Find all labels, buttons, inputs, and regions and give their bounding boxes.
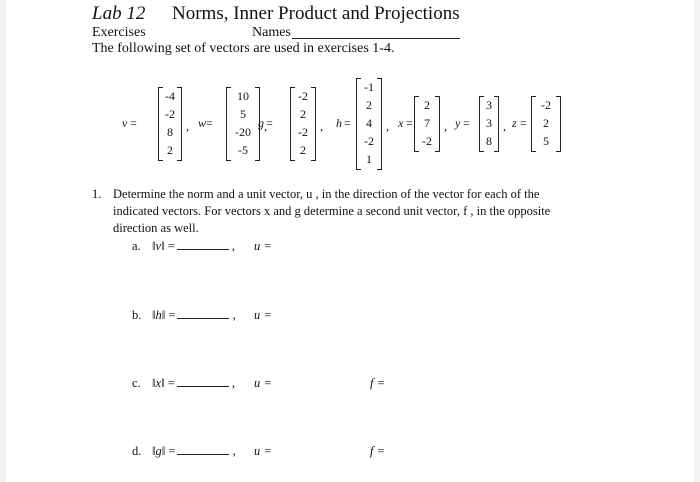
- norm-answer-blank[interactable]: [177, 386, 229, 387]
- norm-vector-name: h: [155, 308, 162, 322]
- norm-bars: ‖: [152, 239, 156, 253]
- vector-name: w: [198, 116, 207, 130]
- opposite-unit-vector-label: f =: [370, 376, 386, 390]
- vector-component: 3: [486, 98, 492, 112]
- column-matrix: [414, 96, 440, 152]
- vector-component: -20: [235, 125, 251, 139]
- intro-text: The following set of vectors are used in exercises 1-4.: [92, 41, 395, 56]
- vector-component: 1: [366, 152, 372, 166]
- norm-vector-name: v: [155, 239, 162, 253]
- vector-component: 10: [237, 89, 249, 103]
- vector-component: -2: [422, 134, 432, 148]
- separator-comma: ,: [264, 119, 267, 133]
- part-label: b.: [132, 308, 142, 322]
- column-matrix: [158, 87, 182, 161]
- equals-sign: =: [130, 116, 137, 130]
- norm-vector-name: g: [155, 444, 162, 458]
- vector-name: x: [398, 116, 404, 130]
- question-number: 1.: [92, 187, 102, 201]
- part-label: d.: [132, 444, 142, 458]
- vector-component: 7: [424, 116, 430, 130]
- vector-component: 2: [300, 143, 306, 157]
- norm-bars: ‖: [152, 376, 156, 390]
- separator-comma: ,: [228, 376, 236, 390]
- vector-component: -1: [364, 80, 374, 94]
- lab-number: Lab 12: [92, 3, 146, 24]
- vector-component: 2: [424, 98, 430, 112]
- equals-sign: =: [520, 116, 527, 130]
- separator-comma: ,: [229, 308, 236, 322]
- column-matrix: [290, 87, 316, 161]
- norm-expression: [152, 308, 236, 323]
- norm-bars-equals: ‖ =: [161, 376, 175, 390]
- vector-component: 5: [543, 134, 549, 148]
- equals-sign: =: [266, 116, 273, 130]
- separator-comma: ,: [229, 444, 236, 458]
- norm-vector-name: x: [155, 376, 162, 390]
- part-label: a.: [132, 239, 141, 253]
- page-title: Norms, Inner Product and Projections: [172, 3, 460, 24]
- unit-vector-label: u =: [254, 308, 272, 322]
- separator-comma: ,: [386, 119, 389, 133]
- part-label: c.: [132, 376, 141, 390]
- norm-expression: [152, 444, 236, 459]
- vector-component: -5: [238, 143, 248, 157]
- norm-bars-equals: ‖ =: [161, 239, 175, 253]
- vector-name: h: [336, 116, 342, 130]
- vector-component: 2: [366, 98, 372, 112]
- vector-component: 5: [240, 107, 246, 121]
- norm-bars-equals: ‖ =: [161, 444, 176, 458]
- separator-comma: ,: [320, 119, 323, 133]
- unit-vector-label: u =: [254, 376, 272, 390]
- vector-component: 4: [366, 116, 372, 130]
- column-matrix: [226, 87, 260, 161]
- vector-component: -4: [165, 89, 175, 103]
- vector-name: g: [258, 116, 264, 130]
- question-line-3: direction as well.: [113, 221, 199, 235]
- question-line-2: indicated vectors. For vectors x and g determine a second unit vector, f , in the opposite: [113, 204, 551, 218]
- vector-component: -2: [364, 134, 374, 148]
- norm-bars: ‖: [152, 308, 156, 322]
- column-matrix: [479, 96, 499, 152]
- exercises-label: Exercises: [92, 25, 146, 40]
- names-field[interactable]: [292, 38, 460, 39]
- equals-sign: =: [463, 116, 470, 130]
- vector-component: 8: [167, 125, 173, 139]
- vector-component: -2: [165, 107, 175, 121]
- norm-answer-blank[interactable]: [177, 454, 229, 455]
- norm-expression: [152, 376, 235, 391]
- unit-vector-label: u =: [254, 239, 272, 253]
- separator-comma: ,: [503, 119, 506, 133]
- norm-bars-equals: ‖ =: [161, 308, 176, 322]
- vector-component: -2: [298, 125, 308, 139]
- opposite-unit-vector-label: f =: [370, 444, 386, 458]
- norm-answer-blank[interactable]: [177, 249, 229, 250]
- vector-component: -2: [298, 89, 308, 103]
- column-matrix: [531, 96, 561, 152]
- column-matrix: [356, 78, 382, 170]
- equals-sign: =: [344, 116, 351, 130]
- vector-component: 8: [486, 134, 492, 148]
- equals-sign: =: [406, 116, 413, 130]
- norm-answer-blank[interactable]: [177, 318, 229, 319]
- vector-component: 2: [300, 107, 306, 121]
- vector-component: -2: [541, 98, 551, 112]
- norm-bars: ‖: [152, 444, 156, 458]
- vector-component: 2: [167, 143, 173, 157]
- names-label: Names: [252, 25, 291, 40]
- vector-name: y: [455, 116, 461, 130]
- separator-comma: ,: [186, 119, 189, 133]
- vector-component: 2: [543, 116, 549, 130]
- separator-comma: ,: [228, 239, 236, 253]
- separator-comma: ,: [444, 119, 447, 133]
- vector-name: v: [122, 116, 128, 130]
- vector-name: z: [512, 116, 517, 130]
- vector-component: 3: [486, 116, 492, 130]
- question-line-1: Determine the norm and a unit vector, u , in the direction of the vector for each of the: [113, 187, 540, 201]
- norm-expression: [152, 239, 235, 254]
- unit-vector-label: u =: [254, 444, 272, 458]
- equals-sign: =: [206, 116, 213, 130]
